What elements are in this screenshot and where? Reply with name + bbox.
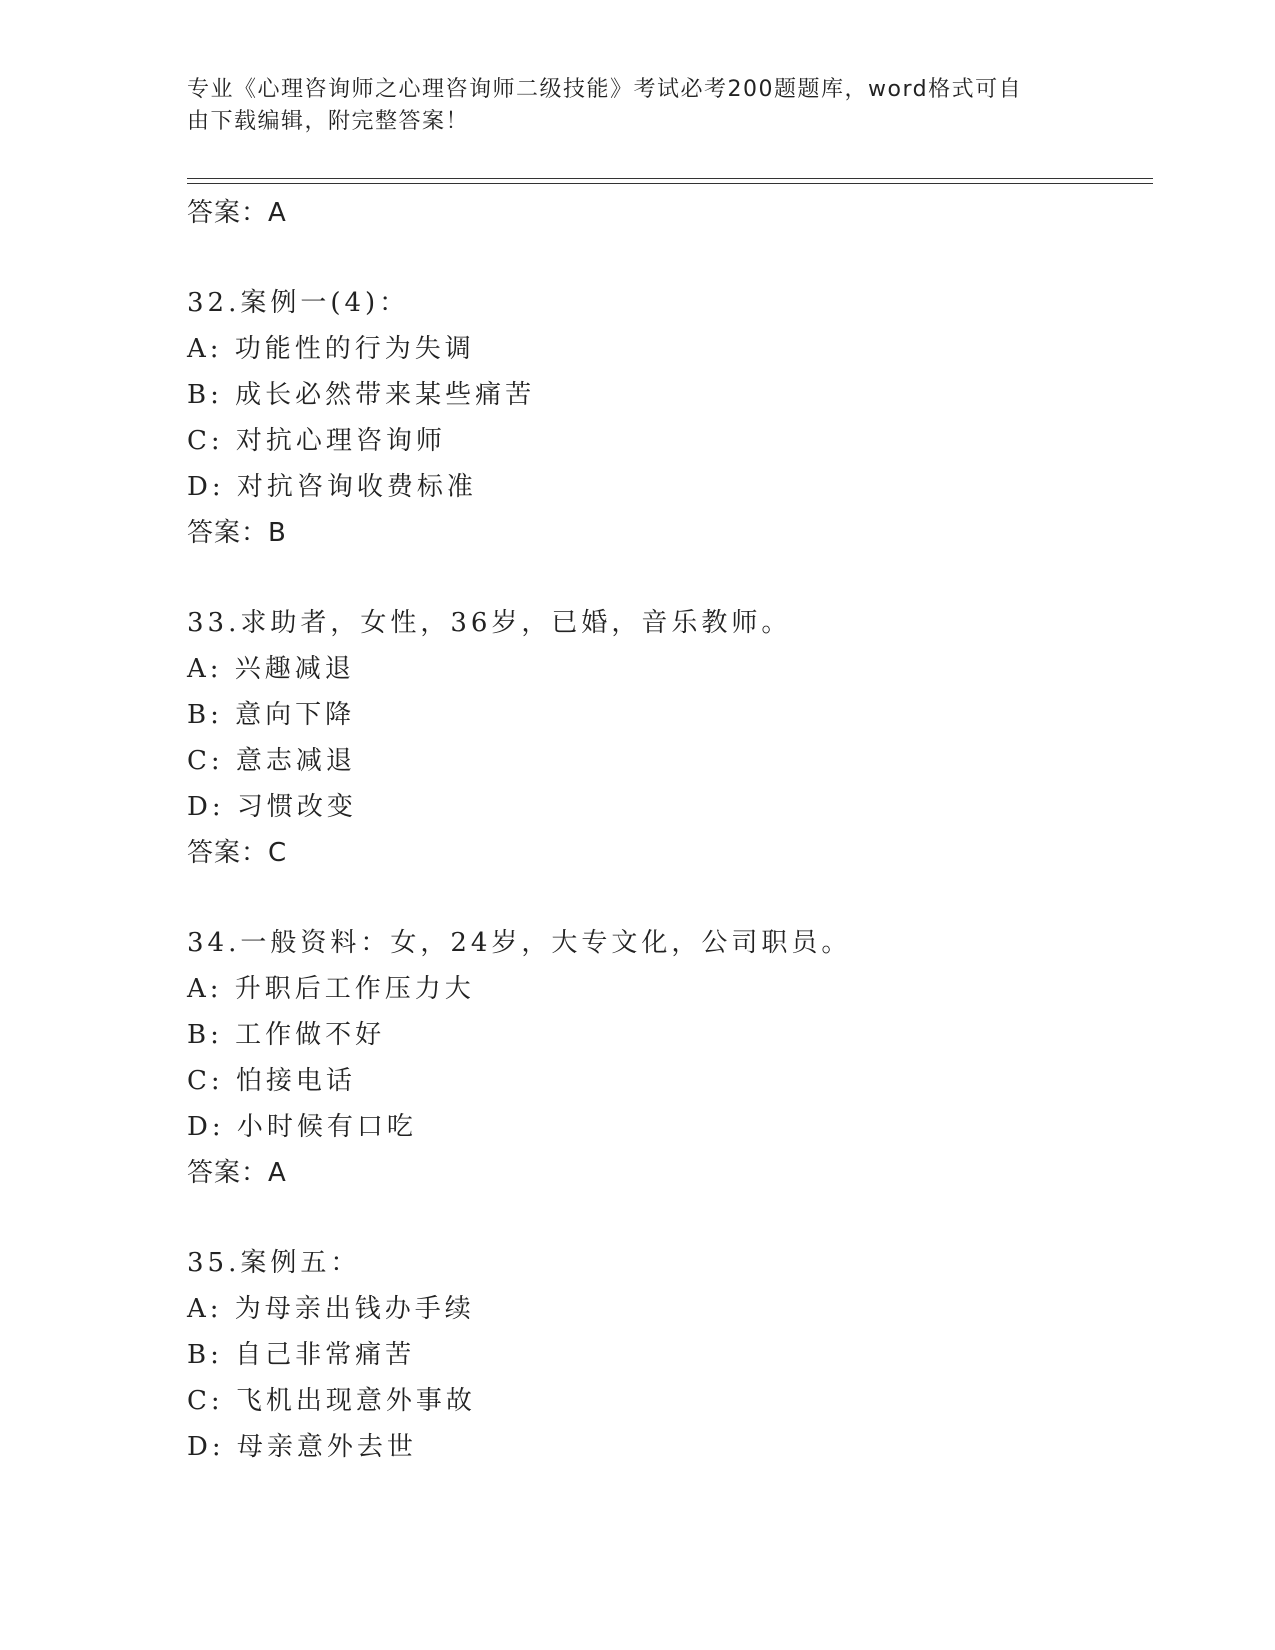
header-divider-bottom [187,183,1153,184]
option-a: A: 为母亲出钱办手续 [187,1294,475,1324]
option-d: D: 小时候有口吃 [187,1112,417,1142]
option-b: B: 意向下降 [187,700,356,730]
option-b: B: 成长必然带来某些痛苦 [187,380,536,410]
header-line-2: 由下载编辑，附完整答案！ [187,109,470,134]
option-a: A: 兴趣减退 [187,654,355,684]
question-32 [187,280,1153,556]
question-33 [187,600,1153,876]
option-b: B: 工作做不好 [187,1020,386,1050]
option-c: C: 对抗心理咨询师 [187,426,446,456]
option-b: B: 自己非常痛苦 [187,1340,416,1370]
option-a: A: 功能性的行为失调 [187,334,475,364]
option-c: C: 飞机出现意外事故 [187,1386,476,1416]
question-list [187,190,1153,1470]
option-d: D: 对抗咨询收费标准 [187,472,477,502]
option-c: C: 怕接电话 [187,1066,356,1096]
document-header [187,74,1067,138]
header-divider-top [187,178,1153,179]
option-d: D: 母亲意外去世 [187,1432,417,1462]
header-line-1: 专业《心理咨询师之心理咨询师二级技能》考试必考200题题库，word格式可自 [187,77,1023,102]
question-34 [187,920,1153,1196]
option-a: A: 升职后工作压力大 [187,974,475,1004]
answer-line: 答案：A [187,198,287,228]
question-title: 35.案例五： [187,1248,361,1278]
question-title: 32.案例一(4)： [187,288,410,318]
question-title: 33.求助者，女性，36岁，已婚，音乐教师。 [187,608,792,638]
answer-line: 答案：B [187,518,287,548]
answer-line: 答案：A [187,1158,287,1188]
question-35 [187,1240,1153,1470]
option-d: D: 习惯改变 [187,792,357,822]
option-c: C: 意志减退 [187,746,356,776]
question-title: 34.一般资料：女，24岁，大专文化，公司职员。 [187,928,852,958]
answer-line: 答案：C [187,838,288,868]
